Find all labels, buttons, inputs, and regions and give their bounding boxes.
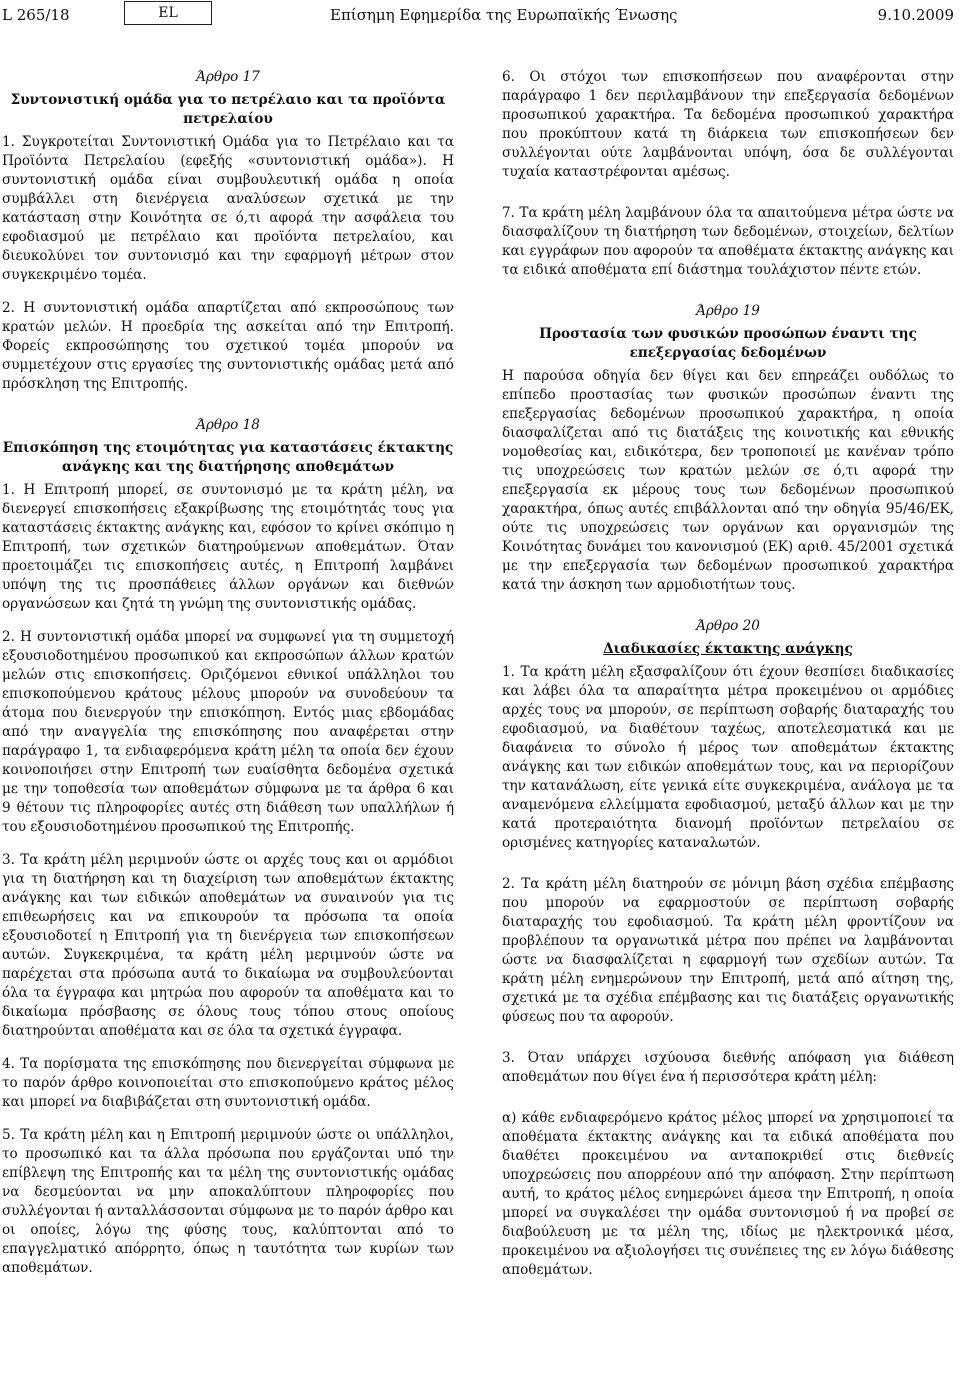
article-18-paragraph-7: 7. Τα κράτη μέλη λαμβάνουν όλα τα απαιτούμενα μέτρα ώστε να διασφαλίζουν τη διατήρηση των δεδομένων, στοιχείων, δελτίων και εγγράφων που αφορούν τα αποθέματα έκτακτης ανάγκης και τα ειδικά αποθέματα επί διάστημα τουλάχιστον πέντε ετών. — [502, 205, 954, 278]
left-column — [2, 68, 454, 1278]
article-18-title: Επισκόπηση της ετοιμότητας για καταστάσεις έκτακτης ανάγκης και της διατήρησης αποθεμάτων — [2, 440, 454, 475]
article-18-paragraph-3: 3. Τα κράτη μέλη μεριμνούν ώστε οι αρχές τους και οι αρμόδιοι για τη διατήρηση και τη διαχείριση των αποθεμάτων έκτακτης ανάγκης και των ειδικών αποθεμάτων να συναινούν για τις επιθεωρήσεις και να επικουρούν τα πρόσωπα τα οποία εξουσιοδοτεί η Επιτροπή για τη διενέργεια των επισκοπήσεων αυτών. Συγκεκριμένα, τα κράτη μέλη μεριμνούν ώστε να παρέχεται στα πρόσωπα αυτά το δικαίωμα να συμβουλεύονται όλα τα έγγραφα και μητρώα που αφορούν τα αποθέματα και το δικαίωμα πρόσβασης σε όλους τους τόπου στους οποίους διατηρούνται αποθέματα και σε όλα τα σχετικά έγγραφα. — [2, 852, 454, 1039]
page-reference: L 265/18 — [2, 6, 70, 24]
page-header — [0, 0, 960, 28]
article-17-number: Άρθρο 17 — [196, 69, 260, 85]
article-18-paragraph-5: 5. Τα κράτη μέλη και η Επιτροπή μεριμνούν ώστε οι υπάλληλοι, το προσωπικό και τα άλλα πρόσωπα που εργάζονται υπό την επίβλεψη της Επιτροπής και τα μέλη της συντονιστικής ομάδας να δεσμεύονται να μην αποκαλύπτουν πληροφορίες που συλλέγονται ή ανταλλάσσονται σύμφωνα με το παρόν άρθρο και οι οποίες, λόγω της φύσης τους, καλύπτονται από το επαγγελματικό απόρρητο, όπως η ταυτότητα των κυρίων των αποθεμάτων. — [2, 1127, 454, 1276]
journal-title: Επίσημη Εφημερίδα της Ευρωπαϊκής Ένωσης — [330, 6, 678, 24]
article-20-number: Άρθρο 20 — [696, 618, 760, 634]
article-18-paragraph-6: 6. Οι στόχοι των επισκοπήσεων που αναφέρονται στην παράγραφο 1 δεν περιλαμβάνουν την επεξεργασία δεδομένων προσωπικού χαρακτήρα. Τα δεδομένα προσωπικού χαρακτήρα που προκύπτουν κατά τη διάρκεια των επισκοπήσεων δεν συλλέγονται ούτε λαμβάνονται υπόψη, όσα δε συλλέγονται τυχαία καταστρέφονται αμέσως. — [502, 69, 954, 180]
article-17-paragraph-2: 2. Η συντονιστική ομάδα απαρτίζεται από εκπροσώπους των κρατών μελών. Η προεδρία της ασκείται από την Επιτροπή. Φορείς εκπροσώπησης του σχετικού τομέα μπορούν να συμμετέχουν στις εργασίες της συντονιστικής ομάδας μετά από πρόσκληση της Επιτροπής. — [2, 300, 454, 392]
article-20-title: Διαδικασίες έκτακτης ανάγκης — [603, 641, 853, 657]
article-18-paragraph-1: 1. Η Επιτροπή μπορεί, σε συντονισμό με τα κράτη μέλη, να διενεργεί επισκοπήσεις εξακρίβωσης της ετοιμότητάς τους για καταστάσεις έκτακτης ανάγκης και, εφόσον το κρίνει σκόπιμο η Επιτροπή, των σχετικών διατηρούμενων αποθεμάτων. Όταν προετοιμάζει τις επισκοπήσεις αυτές, η Επιτροπή λαμβάνει υπόψη της τις προσπάθειες άλλων οργάνων και διεθνών οργανώσεων και ζητά τη γνώμη της συντονιστικής ομάδας. — [2, 482, 454, 612]
right-column — [502, 68, 954, 1280]
article-19-title: Προστασία των φυσικών προσώπων έναντι της επεξεργασίας δεδομένων — [539, 326, 917, 361]
article-18-paragraph-4: 4. Τα πορίσματα της επισκόπησης που διενεργείται σύμφωνα με το παρόν άρθρο κοινοποιείται στο επισκοπούμενο κράτος μέλος και μπορεί να διαβιβάζεται στη συντονιστική ομάδα. — [2, 1056, 454, 1110]
article-20-paragraph-3: 3. Όταν υπάρχει ισχύουσα διεθνής απόφαση για διάθεση αποθεμάτων που θίγει ένα ή περισσότερα κράτη μέλη: — [502, 1050, 954, 1085]
article-18-paragraph-2: 2. Η συντονιστική ομάδα μπορεί να συμφωνεί για τη συμμετοχή εξουσιοδοτημένου προσωπικού και εκπροσώπων άλλων κρατών μελών στις επισκοπήσεις. Οριζόμενοι εθνικοί υπάλληλοι του επισκοπούμενου κράτους μέλους μπορούν να συνοδεύουν τα άτομα που διενεργούν την επισκόπηση. Εντός μιας εβδομάδας από την αναγγελία της επισκόπησης που αναφέρεται στην παράγραφο 1, τα ενδιαφερόμενα κράτη μέλη τα οποία δεν έχουν κοινοποιήσει στην Επιτροπή των ευαίσθητα δεδομένα σχετικά με την τοποθεσία των αποθεμάτων σύμφωνα με τα άρθρα 6 και 9 θέτουν τις πληροφορίες αυτές στη διάθεση των υπαλλήλων ή του εξουσιοδοτημένου προσωπικού της Επιτροπής. — [2, 629, 454, 835]
article-20-paragraph-2: 2. Τα κράτη μέλη διατηρούν σε μόνιμη βάση σχέδια επέμβασης που μπορούν να εφαρμοστούν σε περίπτωση σοβαρής διαταραχής του εφοδιασμού. Τα κράτη μέλη φροντίζουν να προβλέπουν τα οργανωτικά μέτρα που πρέπει να λαμβάνονται ώστε να διασφαλίζεται η εφαρμογή των σχεδίων αυτών. Τα κράτη μέλη ενημερώνουν την Επιτροπή, μετά από αίτηση της, σχετικά με τα σχέδια επέμβασης και τις διατάξεις οργανωτικής φύσεως που τα αφορούν. — [502, 876, 954, 1025]
article-17-title: Συντονιστική ομάδα για το πετρέλαιο και τα προϊόντα πετρελαίου — [10, 92, 446, 127]
article-19-paragraph-1: Η παρούσα οδηγία δεν θίγει και δεν επηρεάζει ουδόλως το επίπεδο προστασίας των φυσικών προσώπων έναντι της επεξεργασίας δεδομένων προσωπικού χαρακτήρα, η οποία διασφαλίζεται από τις διατάξεις της κοινοτικής και εθνικής νομοθεσίας και, ειδικότερα, δεν τροποποιεί με κανέναν τρόπο τις υποχρεώσεις των κρατών μελών σε ό,τι αφορά την επεξεργασία εκ μέρους τους των δεδομένων προσωπικού χαρακτήρα, όπως αυτές επιβάλλονται από την οδηγία 95/46/ΕΚ, ούτε τις υποχρεώσεις των οργάνων και οργανισμών της Κοινότητας δυνάμει του κανονισμού (ΕΚ) αριθ. 45/2001 σχετικά με την επεξεργασία των δεδομένων προσωπικού χαρακτήρα κατά την άσκηση των αρμοδιοτήτων τους. — [502, 368, 954, 593]
article-17-paragraph-1: 1. Συγκροτείται Συντονιστική Ομάδα για το Πετρέλαιο και τα Προϊόντα Πετρελαίου (εφεξής «συντονιστική ομάδα»). Η συντονιστική ομάδα είναι συμβουλευτική ομάδα η οποία συμβάλλει στη διενέργεια αναλύσεων σχετικά με την κατάσταση στην Κοινότητα σε ό,τι αφορά την ασφάλεια του εφοδιασμού με πετρέλαιο και προϊόντα πετρελαίου, και διευκολύνει τον συντονισμό και την εφαρμογή μέτρων στον συγκεκριμένο τομέα. — [2, 134, 454, 283]
article-20-paragraph-1: 1. Τα κράτη μέλη εξασφαλίζουν ότι έχουν θεσπίσει διαδικασίες και λάβει όλα τα απαραίτητα μέτρα προκειμένου οι αρμόδιες αρχές τους να μπορούν, σε περίπτωση σοβαρής διαταραχής του εφοδιασμού, να διαθέτουν ταχέως, αποτελεσματικά και με διαφάνεια το σύνολο ή μέρος των αποθεμάτων έκτακτης ανάγκης και των ειδικών αποθεμάτων τους, και να περιορίζουν την κατανάλωση, είτε γενικά είτε συγκεκριμένα, ανάλογα με τα αναμενόμενα ελλείμματα εφοδιασμού, μεταξύ άλλων και με την κατά προτεραιότητα διανομή προϊόντων πετρελαίου σε ορισμένες κατηγορίες καταναλωτών. — [502, 664, 954, 851]
language-badge: EL — [124, 1, 212, 25]
article-19-number: Άρθρο 19 — [696, 303, 760, 319]
article-20-paragraph-3a: α) κάθε ενδιαφερόμενο κράτος μέλος μπορεί να χρησιμοποιεί τα αποθέματα έκτακτης ανάγκης και τα ειδικά αποθέματα που διαθέτει προκειμένου να ανταποκριθεί στις διεθνείς υποχρεώσεις που απορρέουν από την απόφαση. Στην περίπτωση αυτή, το κράτος μέλος ενημερώνει άμεσα την Επιτροπή, η οποία μπορεί να συγκαλέσει την ομάδα συντονισμού ή να προβεί σε διαβούλευση με τα μέλη της, ιδίως με ηλεκτρονικά μέσα, προκειμένου να αξιολογήσει τις συνέπειες της εν λόγω διάθεσης αποθεμάτων. — [502, 1110, 954, 1278]
article-18-number: Άρθρο 18 — [196, 417, 260, 433]
publication-date: 9.10.2009 — [877, 6, 954, 24]
